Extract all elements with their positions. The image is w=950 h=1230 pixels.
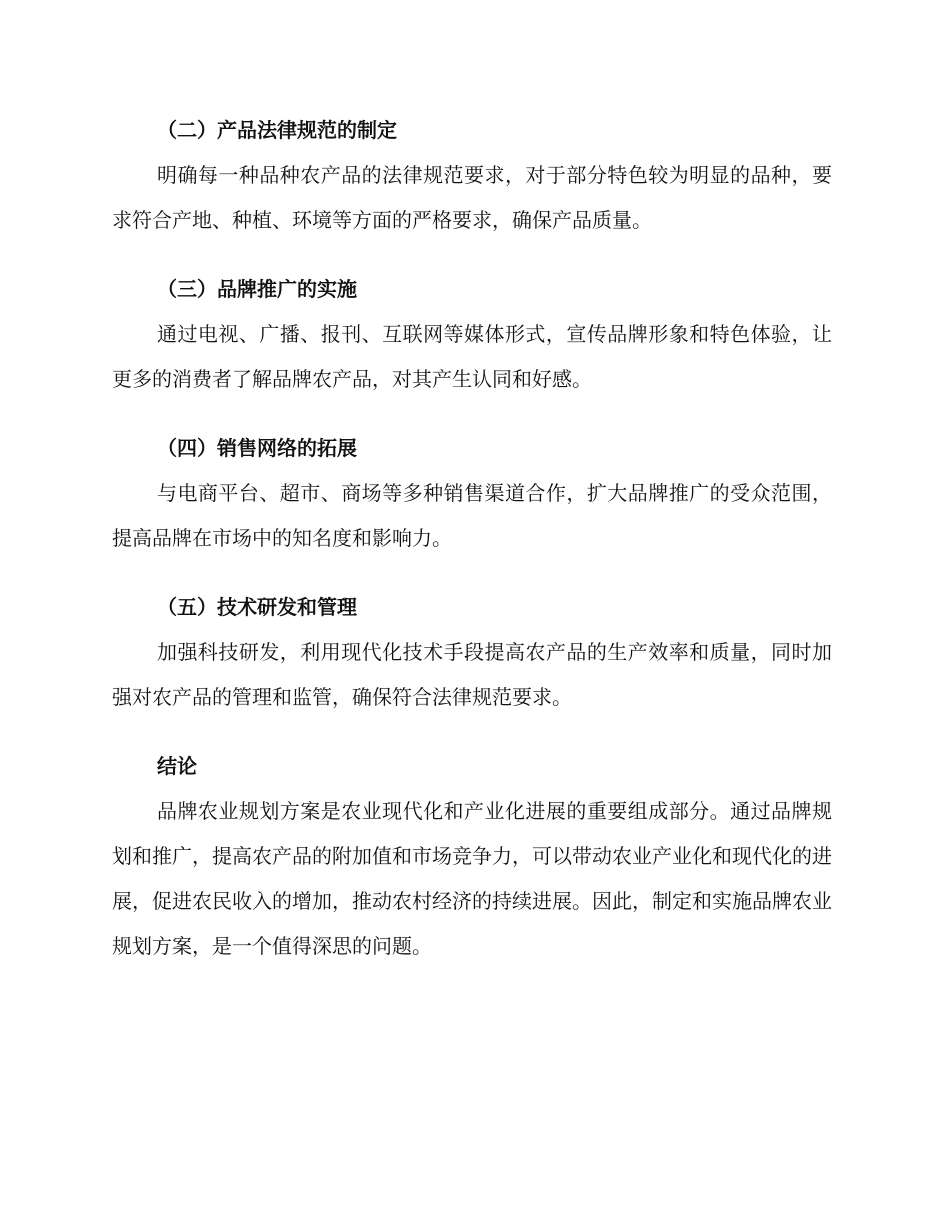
- section-paragraph: 与电商平台、超市、商场等多种销售渠道合作，扩大品牌推广的受众范围，提高品牌在市场中的知名度和影响力。: [112, 481, 832, 550]
- section-heading: （四）销售网络的拓展: [157, 436, 357, 460]
- section-heading: 结论: [157, 754, 197, 778]
- section-product-legal-norms: [112, 108, 832, 243]
- section-paragraph: 明确每一种品种农产品的法律规范要求，对于部分特色较为明显的品种，要求符合产地、种植、环境等方面的严格要求，确保产品质量。: [112, 163, 832, 232]
- section-conclusion: [112, 744, 832, 969]
- section-tech-rd-management: [112, 585, 832, 720]
- section-sales-network: [112, 426, 832, 561]
- section-paragraph: 品牌农业规划方案是农业现代化和产业化进展的重要组成部分。通过品牌规划和推广，提高农产品的附加值和市场竞争力，可以带动农业产业化和现代化的进展，促进农民收入的增加，推动农村经济的持续进展。因此，制定和实施品牌农业规划方案，是一个值得深思的问题。: [112, 799, 832, 958]
- section-heading: （二）产品法律规范的制定: [157, 118, 397, 142]
- section-heading: （五）技术研发和管理: [157, 595, 357, 619]
- section-paragraph: 加强科技研发，利用现代化技术手段提高农产品的生产效率和质量，同时加强对农产品的管理和监管，确保符合法律规范要求。: [112, 640, 832, 709]
- document-body: [112, 108, 832, 993]
- section-paragraph: 通过电视、广播、报刊、互联网等媒体形式，宣传品牌形象和特色体验，让更多的消费者了解品牌农产品，对其产生认同和好感。: [112, 322, 832, 391]
- section-heading: （三）品牌推广的实施: [157, 277, 357, 301]
- section-brand-promotion: [112, 267, 832, 402]
